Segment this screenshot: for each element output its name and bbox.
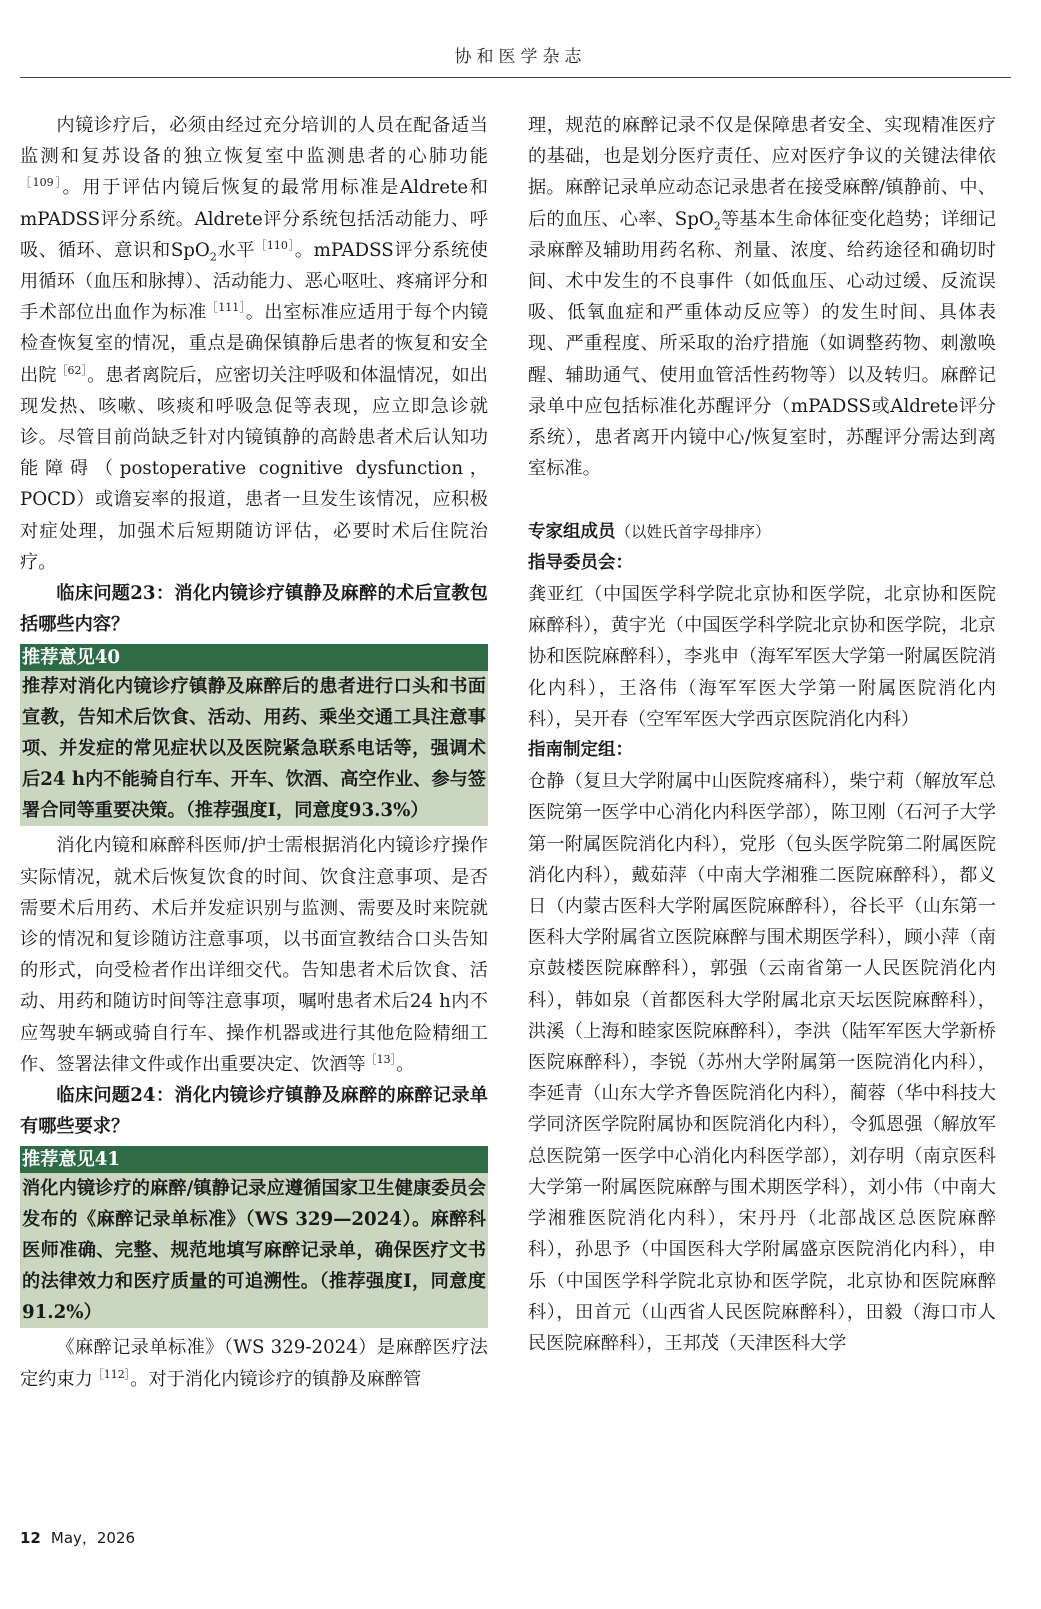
recommendation-40-title: 推荐意见40 — [20, 644, 488, 671]
citation-ref: ［109］ — [20, 176, 63, 190]
citation-ref: ［111］ — [206, 301, 246, 315]
recommendation-40 — [20, 644, 488, 826]
clinical-question-24: 临床问题24：消化内镜诊疗镇静及麻醉的麻醉记录单有哪些要求？ — [20, 1085, 488, 1138]
subscript: 2 — [209, 250, 217, 264]
page-header — [0, 0, 1041, 80]
experts-heading: 专家组成员 — [528, 521, 616, 542]
journal-title: 协和医学杂志 — [454, 47, 587, 67]
citation-ref: ［13］ — [365, 1052, 397, 1066]
group-heading: 指南制定组： — [528, 740, 633, 761]
recommendation-41 — [20, 1146, 488, 1328]
committee-heading: 指导委员会： — [528, 552, 633, 573]
header-rule — [20, 77, 1011, 78]
clinical-question-23: 临床问题23：消化内镜诊疗镇静及麻醉的术后宣教包括哪些内容？ — [20, 583, 488, 636]
page-number: 12 — [20, 1529, 41, 1547]
committee-members: 龚亚红（中国医学科学院北京协和医学院，北京协和医院麻醉科），黄宇光（中国医学科学院北京协和医学院，北京协和医院麻醉科），李兆申（海军军医大学第一附属医院消化内科），王洛伟（海军军医大学第一附属医院消化内科），吴开春（空军军医大学西京医院消化内科） — [528, 584, 996, 730]
left-para-2: 消化内镜和麻醉科医师/护士需根据消化内镜诊疗操作实际情况，就术后恢复饮食的时间、饮食注意事项、是否需要术后用药、术后并发症识别与监测、需要及时来院就诊的情况和复诊随访注意事项，以书面宣教结合口头告知的形式，向受检者作出详细交代。告知患者术后饮食、活动、用药和随访时间等注意事项，嘱咐患者术后24 h内不应驾驶车辆或骑自行车、操作机器或进行其他危险精细工作、签署法律文件或作出重要决定、饮酒等$^{[13]}$。 — [20, 835, 488, 1075]
recommendation-41-body: 消化内镜诊疗的麻醉/镇静记录应遵循国家卫生健康委员会发布的《麻醉记录单标准》（WS 329—2024）。麻醉科医师准确、完整、规范地填写麻醉记录单，确保医疗文书的法律效力和医疗质量的可追溯性。（推荐强度Ⅰ，同意度91.2%） — [22, 1178, 486, 1324]
spacer — [528, 484, 996, 515]
citation-ref: ［62］ — [56, 363, 88, 377]
left-column — [20, 110, 488, 1395]
right-column — [528, 110, 996, 1359]
left-para-3: 《麻醉记录单标准》（WS 329-2024）是麻醉医疗法定约束力$^{[112]}$。对于消化内镜诊疗的镇静及麻醉管 — [20, 1337, 488, 1390]
experts-heading-note: （以姓氏首字母排序） — [615, 522, 771, 541]
experts-heading-line — [528, 516, 996, 548]
left-para-1: 内镜诊疗后，必须由经过充分培训的人员在配备适当监测和复苏设备的独立恢复室中监测患者的心肺功能$^{[109]}$。用于评估内镜后恢复的最常用标准是Aldrete和mPADSS评分系统。Aldrete评分系统包括活动能力、呼吸、循环、意识和SpO$_2$水平$^{[110]}$。mPADSS评分系统使用循环（血压和脉搏）、活动能力、恶心呕吐、疼痛评分和手术部位出血作为标准$^{[111]}$。出室标准应适用于每个内镜检查恢复室的情况，重点是确保镇静后患者的恢复和安全出院$^{[62]}$。患者离院后，应密切关注呼吸和体温情况，如出现发热、咳嗽、咳痰和呼吸急促等表现，应立即急诊就诊。尽管目前尚缺乏针对内镜镇静的高龄患者术后认知功能障碍（postoperative cognitive dysfunction，POCD）或谵妄率的报道，患者一旦发生该情况，应积极对症处理，加强术后短期随访评估，必要时术后住院治疗。 — [20, 115, 488, 573]
citation-ref: ［112］ — [92, 1367, 131, 1381]
right-para-1: 理，规范的麻醉记录不仅是保障患者安全、实现精准医疗的基础，也是划分医疗责任、应对医疗争议的关键法律依据。麻醉记录单应动态记录患者在接受麻醉/镇静前、中、后的血压、心率、SpO$_2$等基本生命体征变化趋势；详细记录麻醉及辅助用药名称、剂量、浓度、给药途径和确切时间、术中发生的不良事件（如低血压、心动过缓、反流误吸、低氧血症和严重体动反应等）的发生时间、具体表现、严重程度、所采取的治疗措施（如调整药物、刺激唤醒、辅助通气、使用血管活性药物等）以及转归。麻醉记录单中应包括标准化苏醒评分（mPADSS或Aldrete评分系统），患者离开内镜中心/恢复室时，苏醒评分需达到离室标准。 — [528, 115, 996, 480]
citation-ref: ［110］ — [255, 238, 295, 252]
issue-date: May，2026 — [50, 1529, 136, 1547]
page-footer — [20, 1527, 135, 1548]
group-members: 仓静（复旦大学附属中山医院疼痛科），柴宁莉（解放军总医院第一医学中心消化内科医学部），陈卫刚（石河子大学第一附属医院消化内科），党彤（包头医学院第二附属医院消化内科），戴茹萍（中南大学湘雅二医院麻醉科），都义日（内蒙古医科大学附属医院麻醉科），谷长平（山东第一医科大学附属省立医院麻醉与围术期医学科），顾小萍（南京鼓楼医院麻醉科），郭强（云南省第一人民医院消化内科），韩如泉（首都医科大学附属北京天坛医院麻醉科），洪溪（上海和睦家医院麻醉科），李洪（陆军军医大学新桥医院麻醉科），李锐（苏州大学附属第一医院消化内科），李延青（山东大学齐鲁医院消化内科），蔺蓉（华中科技大学同济医学院附属协和医院消化内科），令狐恩强（解放军总医院第一医学中心消化内科医学部），刘存明（南京医科大学第一附属医院麻醉与围术期医学科），刘小伟（中南大学湘雅医院消化内科），宋丹丹（北部战区总医院麻醉科），孙思予（中国医科大学附属盛京医院消化内科），申乐（中国医学科学院北京协和医学院，北京协和医院麻醉科），田首元（山西省人民医院麻醉科），田毅（海口市人民医院麻醉科），王邦茂（天津医科大学 — [528, 771, 996, 1354]
recommendation-41-title: 推荐意见41 — [20, 1146, 488, 1173]
subscript: 2 — [713, 219, 721, 233]
recommendation-40-body: 推荐对消化内镜诊疗镇静及麻醉后的患者进行口头和书面宣教，告知术后饮食、活动、用药、乘坐交通工具注意事项、并发症的常见症状以及医院紧急联系电话等，强调术后24 h内不能骑自行车、开车、饮酒、高空作业、参与签署合同等重要决策。（推荐强度Ⅰ，同意度93.3%） — [22, 676, 486, 822]
